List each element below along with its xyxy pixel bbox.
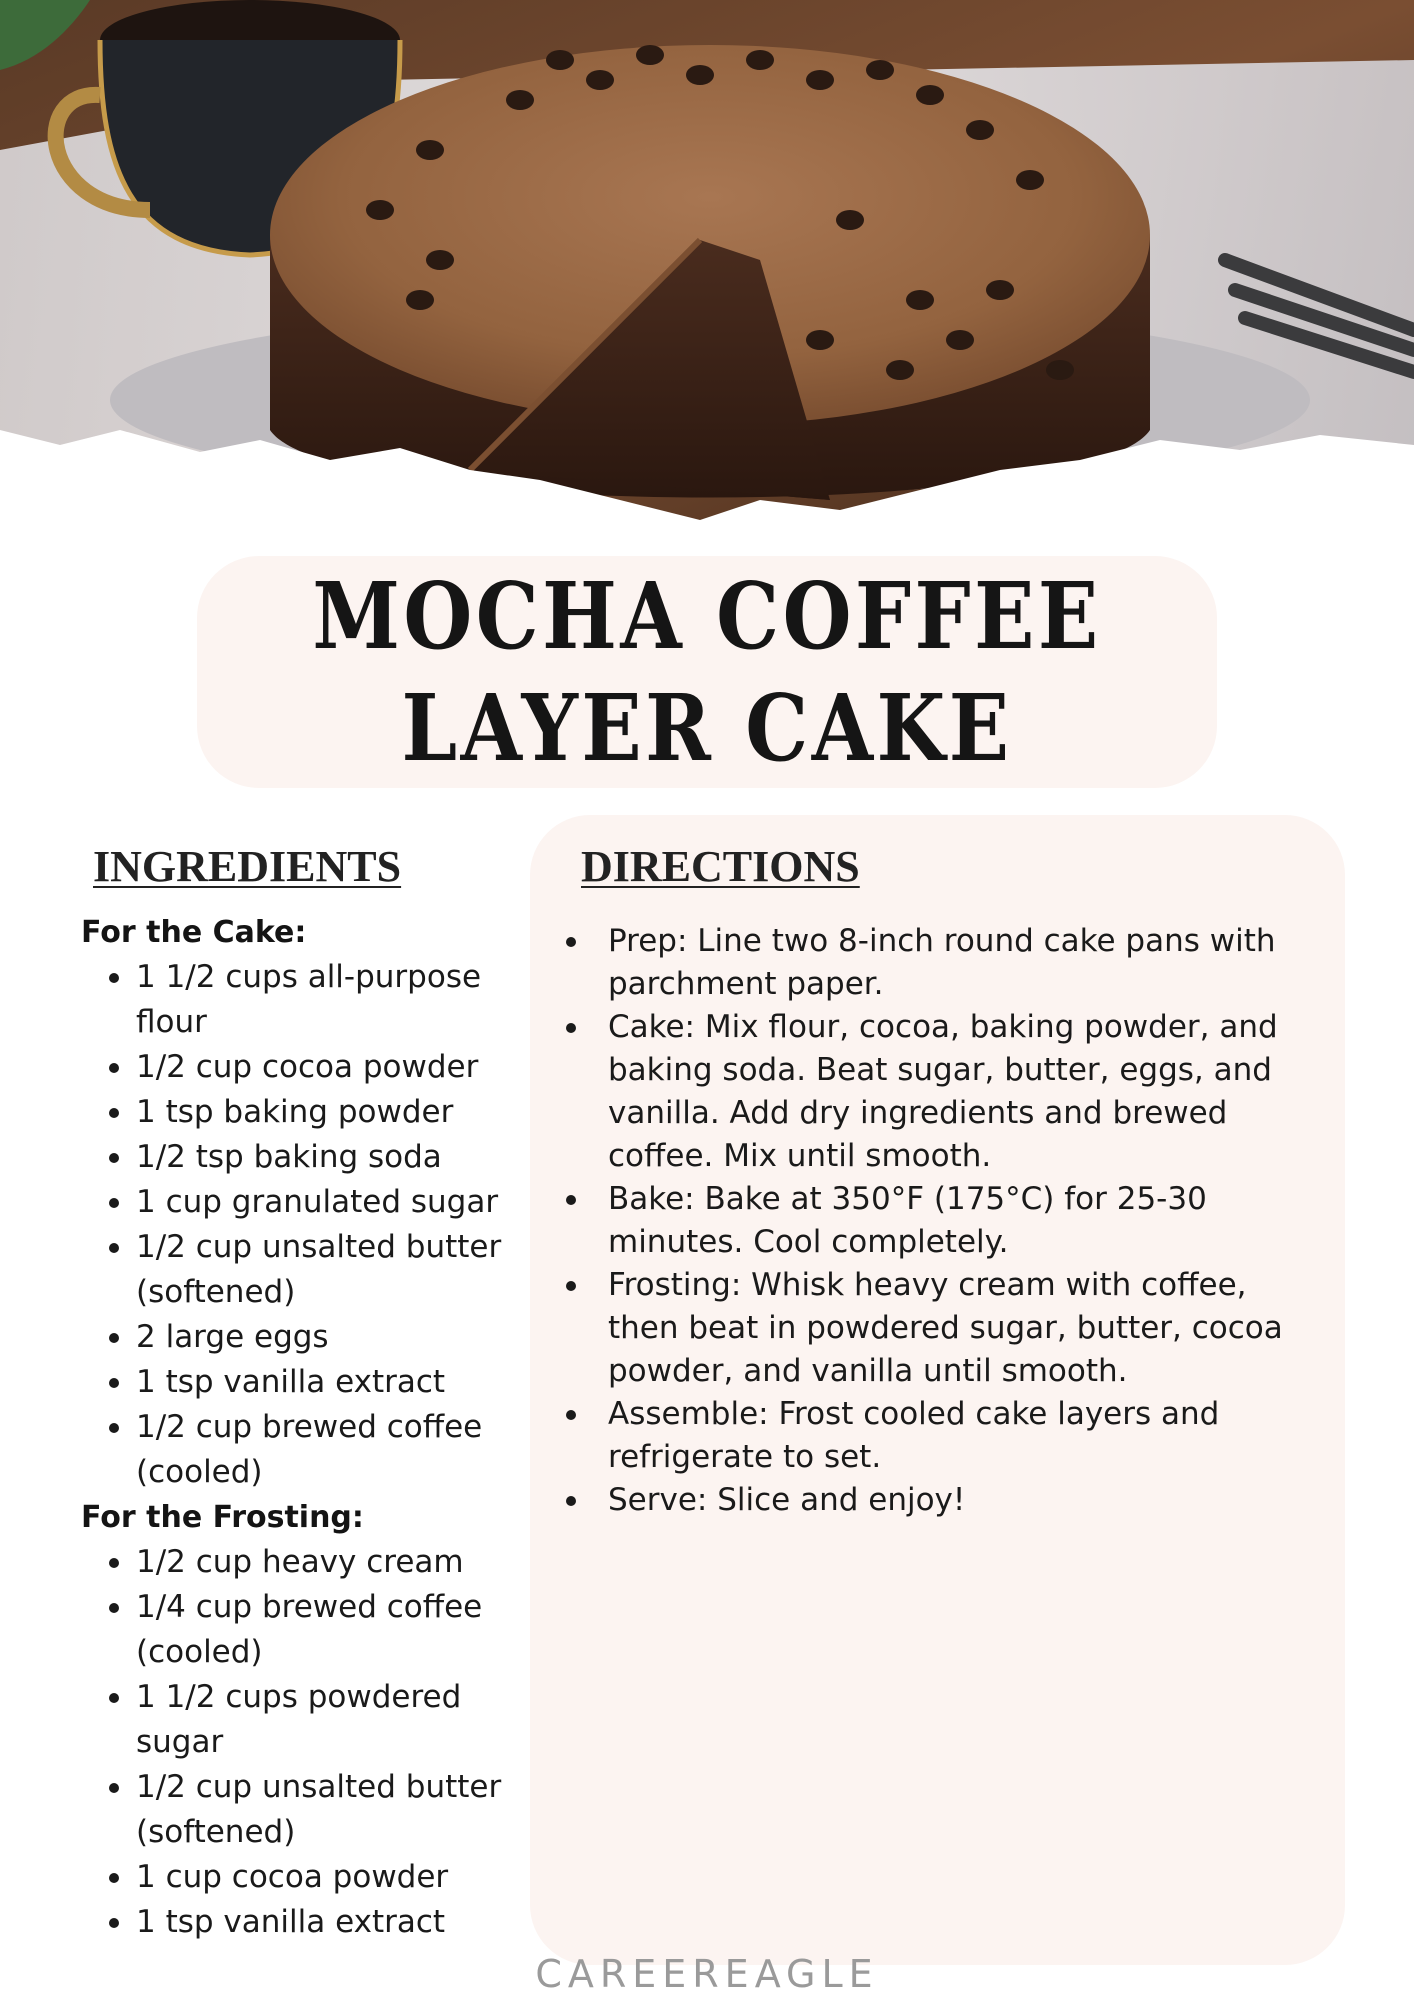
page-title: MOCHA COFFEE LAYER CAKE [312,562,1102,782]
hero-cake-photo [0,0,1414,545]
title-banner [197,556,1217,788]
directions-heading: DIRECTIONS [581,842,860,891]
directions-list [566,920,1326,1522]
list-item: 1/2 cup cocoa powder [81,1045,521,1090]
cake-subheading: For the Cake: [81,915,307,950]
careereagle-logo: CAREEREAGLE [535,1952,879,1996]
frosting-ingredients-list [81,1540,521,1945]
list-item: 1 1/2 cups powdered sugar [81,1675,521,1765]
cake-ingredients-list [81,955,521,1495]
list-item: 1/2 cup brewed coffee (cooled) [81,1405,521,1495]
list-item: 2 large eggs [81,1315,521,1360]
list-item: 1 cup cocoa powder [81,1855,521,1900]
direction-step: Bake: Bake at 350°F (175°C) for 25-30 minutes. Cool completely. [566,1178,1326,1264]
list-item: 1/2 tsp baking soda [81,1135,521,1180]
directions-section [566,920,1326,1522]
frosting-subheading: For the Frosting: [81,1500,364,1535]
cake-illustration [0,0,1414,545]
ingredients-section [81,910,521,1945]
direction-step: Assemble: Frost cooled cake layers and refrigerate to set. [566,1393,1326,1479]
list-item: 1 1/2 cups all-purpose flour [81,955,521,1045]
list-item: 1 cup granulated sugar [81,1180,521,1225]
direction-step: Prep: Line two 8-inch round cake pans with parchment paper. [566,920,1326,1006]
direction-step: Serve: Slice and enjoy! [566,1479,1326,1522]
list-item: 1 tsp vanilla extract [81,1360,521,1405]
list-item: 1/2 cup heavy cream [81,1540,521,1585]
direction-step: Cake: Mix flour, cocoa, baking powder, and baking soda. Beat sugar, butter, eggs, and vanilla. Add dry ingredients and brewed coffee. Mix until smooth. [566,1006,1326,1178]
list-item: 1 tsp vanilla extract [81,1900,521,1945]
list-item: 1/2 cup unsalted butter (softened) [81,1225,521,1315]
list-item: 1/4 cup brewed coffee (cooled) [81,1585,521,1675]
list-item: 1 tsp baking powder [81,1090,521,1135]
direction-step: Frosting: Whisk heavy cream with coffee, then beat in powdered sugar, butter, cocoa powder, and vanilla until smooth. [566,1264,1326,1393]
ingredients-heading: INGREDIENTS [93,842,402,891]
list-item: 1/2 cup unsalted butter (softened) [81,1765,521,1855]
